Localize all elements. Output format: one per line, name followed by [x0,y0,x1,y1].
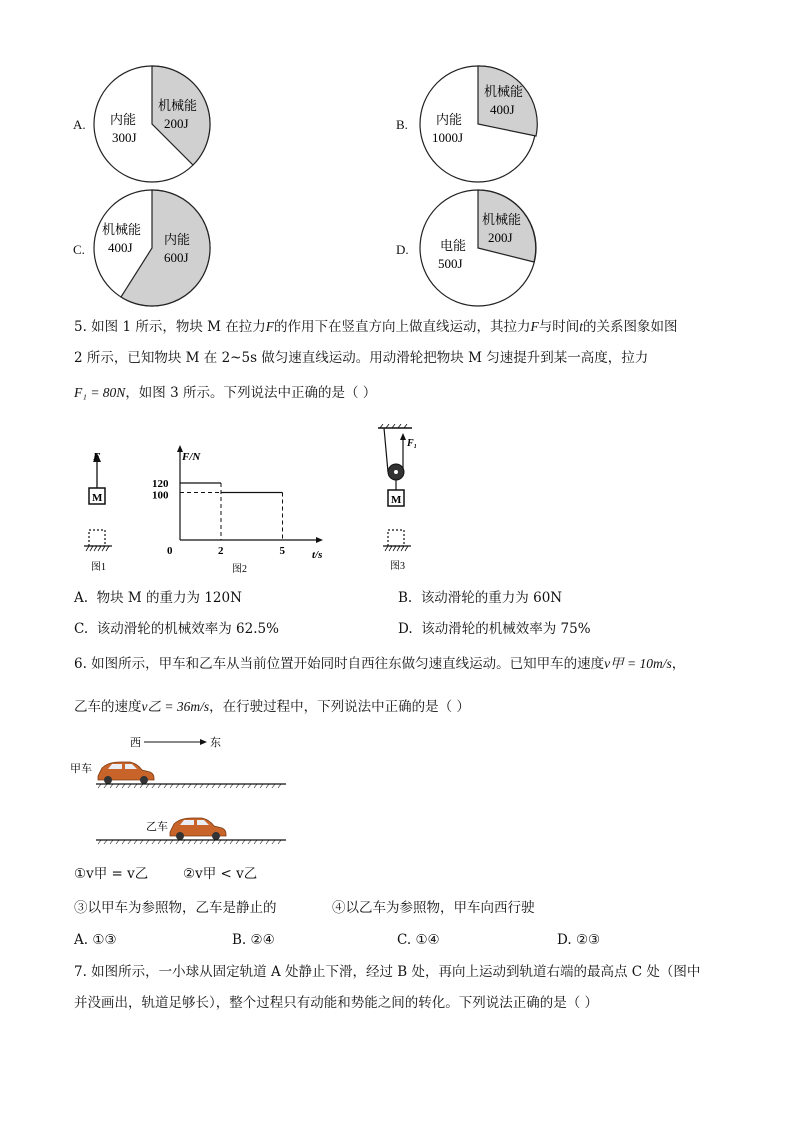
q6-option-b: B. ②④ [232,932,275,948]
q5-line3: F₁ = 80N，如图 3 所示。下列说法中正确的是（ ） [74,385,377,401]
pie-value: 400J [490,102,515,117]
pie-label: 内能 [110,112,137,127]
q5-figure-1 [82,448,122,578]
q6-line2: 乙车的速度v乙 = 36m/s，在行驶过程中，下列说法中正确的是（ ） [74,699,470,715]
x-tick-label: 0 [167,545,173,557]
q6-statement-1: ①v甲 = v乙 [74,866,149,882]
car-jia-icon [98,762,154,784]
y-tick-label: 120 [152,478,169,490]
car-yi-label: 乙车 [146,821,168,833]
figure-caption: 图1 [91,562,106,573]
x-axis-label: t/s [312,549,323,561]
option-a-letter: A. [73,117,86,132]
option-b-letter: B. [396,117,408,132]
pie-value: 200J [488,230,513,245]
pie-value: 200J [164,116,189,131]
force-label: F₁ [407,438,418,449]
q7-line2: 并没画出，轨道足够长），整个过程只有动能和势能之间的转化。下列说法正确的是（ ） [74,995,599,1011]
q6-figure [68,730,298,845]
q7-line1: 7. 如图所示，一小球从固定轨道 A 处静止下滑，经过 B 处，再向上运动到轨道右端的最高点 C 处（图中 [74,964,701,980]
figure-caption: 图3 [390,561,405,572]
force-label: F [93,451,101,463]
block-label: M [92,492,103,504]
car-jia-label: 甲车 [70,763,92,775]
west-label: 西 [130,737,141,749]
q5-option-b: B. 该动滑轮的重力为 60N [398,590,563,606]
pie-value: 400J [108,240,133,255]
pie-label: 机械能 [484,84,524,99]
q6-option-a: A. ①③ [74,932,117,948]
q6-statement-4: ④以乙车为参照物，甲车向西行驶 [332,900,535,916]
pie-value: 500J [438,256,463,271]
q5-option-a: A. 物块 M 的重力为 120N [74,590,242,606]
pie-value: 600J [164,250,189,265]
x-tick-label: 5 [279,545,285,557]
pie-label: 机械能 [482,212,522,227]
pie-label: 内能 [164,232,191,247]
pie-chart-a [90,62,215,187]
y-axis-label: F/N [182,451,201,463]
car-yi-icon [170,818,226,840]
q6-line1: 6. 如图所示，甲车和乙车从当前位置开始同时自西往东做匀速直线运动。已知甲车的速度v甲 = 10m/s， [74,656,686,672]
q6-option-c: C. ①④ [397,932,440,948]
q5-option-d: D. 该动滑轮的机械效率为 75% [398,621,591,637]
pie-label: 机械能 [158,98,198,113]
pie-label: 电能 [440,238,467,253]
pie-value: 300J [112,130,137,145]
q6-option-d: D. ②③ [557,932,601,948]
q5-option-c: C. 该动滑轮的机械效率为 62.5% [74,621,279,637]
y-tick-label: 100 [152,489,169,502]
pie-chart-d [416,186,546,311]
q5-line1: 5. 如图 1 所示，物块 M 在拉力F的作用下在竖直方向上做直线运动，其拉力F与时间t的关系图象如图 [74,319,678,335]
x-tick-label: 2 [218,545,224,557]
east-label: 东 [210,737,221,749]
option-c-letter: C. [73,242,85,257]
figure-caption: 图2 [232,564,247,575]
block-label: M [391,494,402,506]
q5-line2: 2 所示，已知物块 M 在 2~5s 做匀速直线运动。用动滑轮把物块 M 匀速提升到某一高度，拉力 [74,350,649,366]
q6-statement-3: ③以甲车为参照物，乙车是静止的 [74,900,277,916]
q6-statement-2: ②v甲 < v乙 [183,866,258,882]
option-d-letter: D. [396,242,409,257]
q5-figure-2 [150,440,330,580]
pie-slice-shaded [478,66,537,136]
pie-chart-c [90,186,215,311]
pie-label: 机械能 [102,222,142,237]
pie-label: 内能 [436,112,463,127]
pie-value: 1000J [432,130,464,145]
pie-chart-b [416,62,546,187]
q5-figure-3 [372,424,432,574]
